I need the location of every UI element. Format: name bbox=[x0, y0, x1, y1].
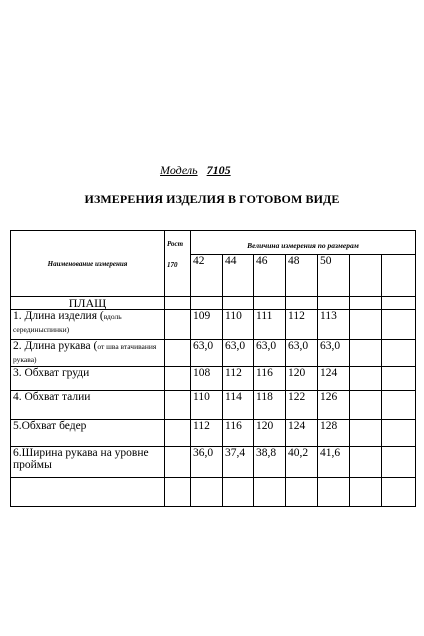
size-cell: 48 bbox=[286, 255, 318, 297]
table-row bbox=[11, 367, 416, 391]
value-cell: 63,0 bbox=[286, 340, 318, 367]
value-cell bbox=[350, 310, 382, 340]
row-name-cell bbox=[11, 391, 165, 420]
value-cell: 63,0 bbox=[318, 340, 350, 367]
size-cell bbox=[382, 255, 416, 297]
model-line bbox=[160, 163, 231, 178]
row-name: 6.Ширина рукава на уровне проймы bbox=[13, 447, 149, 471]
value-cell: 122 bbox=[286, 391, 318, 420]
value-cell: 118 bbox=[254, 391, 286, 420]
value-cell: 111 bbox=[254, 310, 286, 340]
value-cell bbox=[286, 478, 318, 507]
row-name-cell bbox=[11, 367, 165, 391]
value-cell: 63,0 bbox=[191, 340, 223, 367]
value-cell: 114 bbox=[223, 391, 254, 420]
model-label: Модель bbox=[160, 163, 198, 177]
row-name-cell bbox=[11, 310, 165, 340]
values-column-header: Величина измерения по размерам bbox=[191, 231, 416, 255]
row-name: 3. Обхват груди bbox=[13, 367, 90, 379]
row-name: 4. Обхват талии bbox=[13, 391, 91, 403]
value-cell: 113 bbox=[318, 310, 350, 340]
value-cell bbox=[382, 420, 416, 447]
value-cell: 124 bbox=[286, 420, 318, 447]
row-note: от шва втачивания рукава) bbox=[13, 342, 157, 364]
value-cell: 109 bbox=[191, 310, 223, 340]
model-number: 7105 bbox=[206, 163, 231, 177]
value-cell: 120 bbox=[286, 367, 318, 391]
row-name: 5.Обхват бедер bbox=[13, 420, 87, 432]
section-row bbox=[11, 297, 416, 310]
page-title: ИЗМЕРЕНИЯ ИЗДЕЛИЯ В ГОТОВОМ ВИДЕ bbox=[84, 192, 340, 206]
value-cell: 124 bbox=[318, 367, 350, 391]
value-cell bbox=[350, 420, 382, 447]
height-value: 170 bbox=[167, 261, 178, 269]
value-cell: 40,2 bbox=[286, 447, 318, 478]
value-cell: 38,8 bbox=[254, 447, 286, 478]
table-row bbox=[11, 310, 416, 340]
value-cell bbox=[350, 447, 382, 478]
value-cell: 116 bbox=[254, 367, 286, 391]
row-note: вдоль серединыспинки) bbox=[13, 312, 122, 334]
value-cell: 110 bbox=[223, 310, 254, 340]
value-cell: 112 bbox=[191, 420, 223, 447]
value-cell: 108 bbox=[191, 367, 223, 391]
value-cell: 126 bbox=[318, 391, 350, 420]
value-cell: 128 bbox=[318, 420, 350, 447]
value-cell bbox=[382, 391, 416, 420]
value-cell bbox=[382, 340, 416, 367]
value-cell bbox=[382, 367, 416, 391]
row-name-cell bbox=[11, 340, 165, 367]
value-cell: 112 bbox=[223, 367, 254, 391]
value-cell bbox=[382, 447, 416, 478]
size-cell: 50 bbox=[318, 255, 350, 297]
value-cell: 63,0 bbox=[254, 340, 286, 367]
size-cell: 44 bbox=[223, 255, 254, 297]
value-cell bbox=[350, 367, 382, 391]
header-row-top bbox=[11, 231, 416, 255]
value-cell: 120 bbox=[254, 420, 286, 447]
table-row bbox=[11, 340, 416, 367]
value-cell bbox=[318, 478, 350, 507]
size-cell bbox=[350, 255, 382, 297]
height-label: Рост bbox=[167, 240, 184, 248]
table-row bbox=[11, 420, 416, 447]
value-cell bbox=[382, 478, 416, 507]
value-cell: 41,6 bbox=[318, 447, 350, 478]
value-cell bbox=[382, 310, 416, 340]
value-cell bbox=[350, 478, 382, 507]
table-row bbox=[11, 478, 416, 507]
row-name: 1. Длина изделия ( bbox=[13, 310, 104, 322]
value-cell bbox=[191, 478, 223, 507]
size-cell: 46 bbox=[254, 255, 286, 297]
name-column-header: Наименование измерения bbox=[11, 231, 165, 297]
value-cell: 36,0 bbox=[191, 447, 223, 478]
value-cell bbox=[350, 391, 382, 420]
row-name-cell bbox=[11, 447, 165, 478]
table-row bbox=[11, 391, 416, 420]
value-cell: 116 bbox=[223, 420, 254, 447]
row-name-cell bbox=[11, 420, 165, 447]
size-cell: 42 bbox=[191, 255, 223, 297]
value-cell: 63,0 bbox=[223, 340, 254, 367]
height-column-header bbox=[165, 231, 191, 297]
value-cell: 110 bbox=[191, 391, 223, 420]
value-cell bbox=[223, 478, 254, 507]
section-label: ПЛАЩ bbox=[11, 297, 165, 310]
value-cell: 37,4 bbox=[223, 447, 254, 478]
row-name: 2. Длина рукава ( bbox=[13, 340, 98, 352]
measurements-table bbox=[10, 230, 416, 507]
table-row bbox=[11, 447, 416, 478]
value-cell bbox=[254, 478, 286, 507]
value-cell bbox=[350, 340, 382, 367]
value-cell: 112 bbox=[286, 310, 318, 340]
